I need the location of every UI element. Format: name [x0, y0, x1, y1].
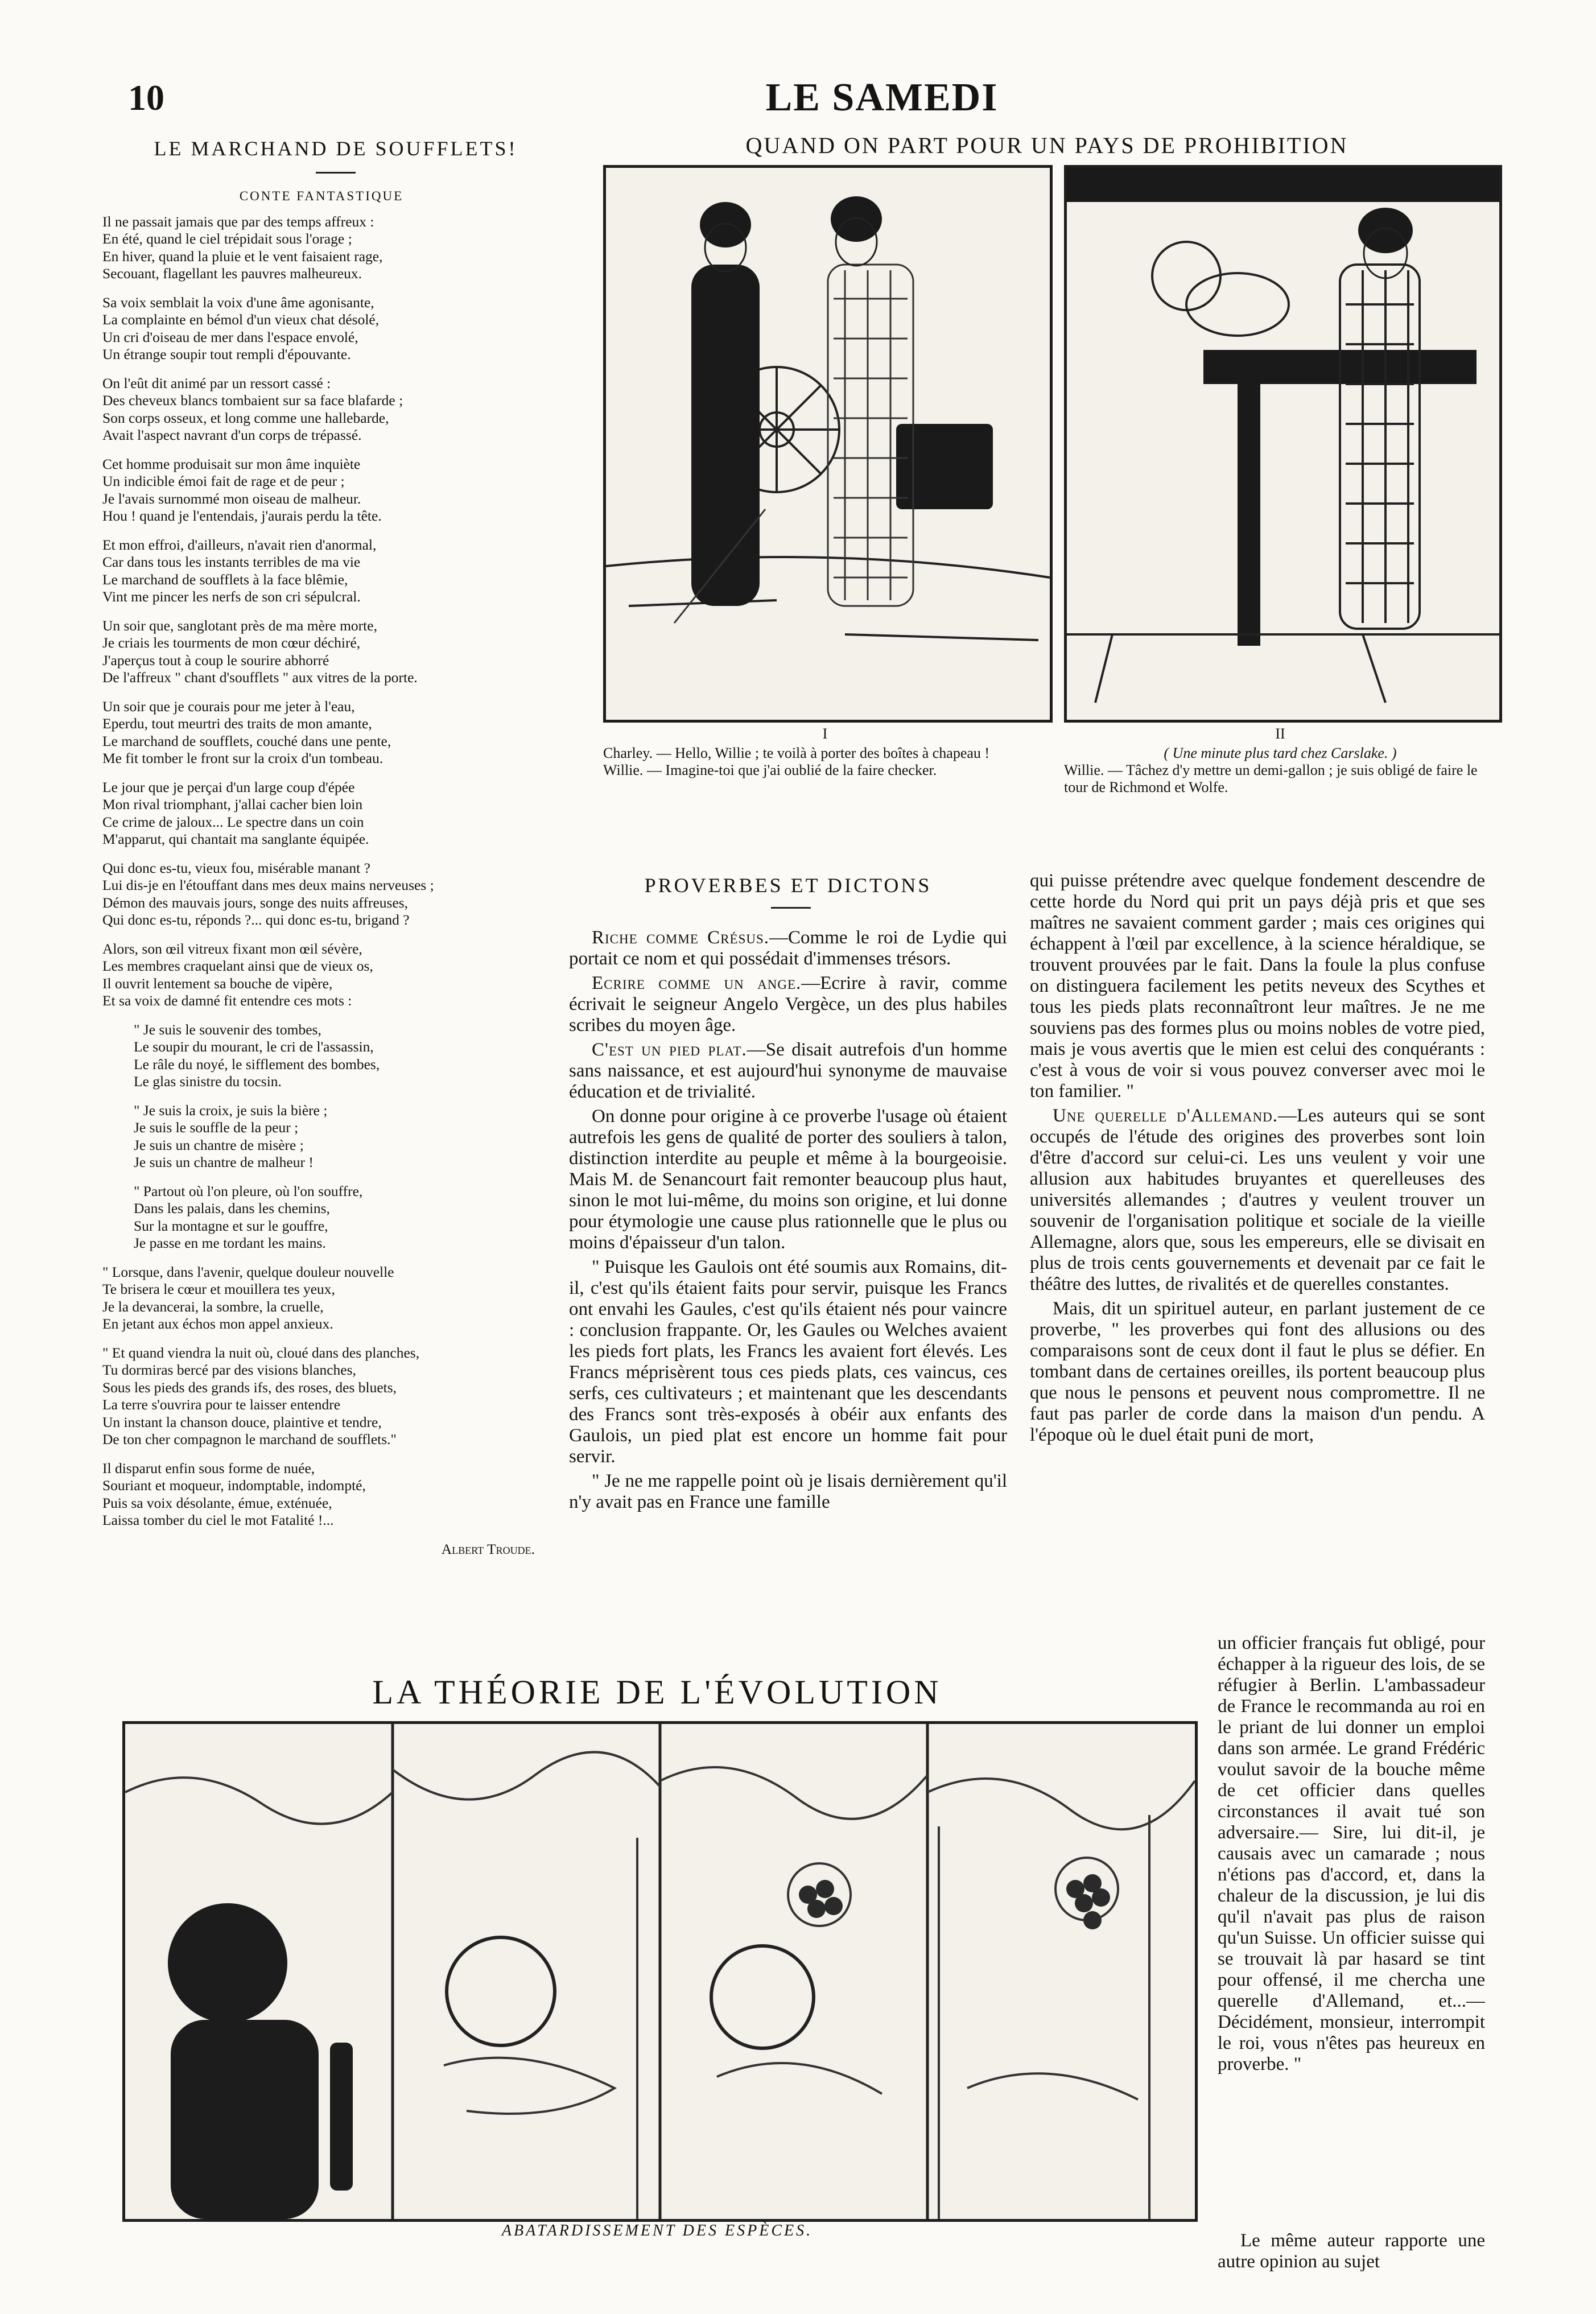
poem-stanza: Un soir que je courais pour me jeter à l'eau, Eperdu, tout meurtri des traits de mon amante, Le marchand de soufflets, couché dans une pente, Me fit tomber le front sur la croix d'un tombeau. — [102, 698, 391, 766]
proverbs-column-2-last — [1218, 2230, 1485, 2293]
panel1-number: I — [822, 725, 828, 742]
poem-stanza: On l'eût dit animé par un ressort cassé : Des cheveux blancs tombaient sur sa face blafarde ; Son corps osseux, et long comme une hallebarde, Avait l'aspect navrant d'un corps de trépassé. — [102, 374, 403, 443]
proverb-paragraph — [1030, 871, 1485, 1102]
proverb-paragraph — [569, 1040, 1007, 1103]
proverb-text: —Se disait autrefois d'un homme sans naissance, et est aujourd'hui synonyme de mauvaise éducation et de trivialité. — [569, 1040, 1007, 1102]
proverbs-column-2 — [1030, 871, 1485, 1633]
proverbs-last-paragraph: Le même auteur rapporte une autre opinion au sujet — [1218, 2230, 1485, 2272]
proverb-text: " Je ne me rappelle point où je lisais dernièrement qu'il n'y avait pas en France une famille — [569, 1471, 1007, 1512]
proverb-text: —Comme le roi de Lydie qui portait ce nom et qui possédait d'immenses trésors. — [569, 927, 1007, 969]
cartoon-top-caption-2 — [1064, 725, 1496, 796]
proverb-paragraph — [1030, 1298, 1485, 1446]
cartoon-bottom-title: LA THÉORIE DE L'ÉVOLUTION — [372, 1673, 942, 1711]
proverb-heading: Une querelle d'Allemand. — [1053, 1106, 1279, 1126]
proverb-heading: Ecrire comme un ange. — [592, 973, 802, 993]
proverbs-anecdote: un officier français fut obligé, pour échapper à la rigueur des lois, de se réfugier à Berlin. L'ambassadeur de France le recommanda au roi en le priant de lui donner un emploi dans son armée. Le grand Frédéric voulut savoir de la bouche même de cet officier dans quelles circonstances il avait tué son adversaire.— Sire, lui dit-il, je causais avec un camarade ; nous n'étions pas d'accord, et, dans la chaleur de la discussion, je lui dis qu'il n'avait pas plus de raison qu'un Suisse. Un officier suisse qui se trouvait là par hasard se tint pour offensé, il me chercha une querelle d'Allemand, et...— Décidément, monsieur, interrompit le roi, vous n'êtes pas heureux en proverbe. " — [1218, 1633, 1485, 2074]
poem-stanza: Sa voix semblait la voix d'une âme agonisante, La complainte en bémol d'un vieux chat désolé, Un cri d'oiseau de mer dans l'espace envolé, Un étrange soupir tout rempli d'épouvante. — [102, 294, 380, 362]
poem-stanza: Un soir que, sanglotant près de ma mère morte, Je criais les tourments de mon cœur déchiré, J'aperçus tout à coup le sourire abhorré De l'affreux " chant d'soufflets " aux vitres de la porte. — [102, 617, 418, 686]
panel1-caption: Charley. — Hello, Willie ; te voilà à porter des boîtes à chapeau ! Willie. — Imagine-toi que j'ai oublié de la faire checker. — [603, 745, 990, 778]
proverb-paragraph — [569, 927, 1007, 970]
proverbs-title: PROVERBES ET DICTONS — [644, 874, 932, 897]
poem-subtitle: CONTE FANTASTIQUE — [239, 189, 404, 203]
proverb-text: —Ecrire à ravir, comme écrivait le seigneur Angelo Vergèce, un des plus habiles scribes du moyen âge. — [569, 973, 1007, 1036]
panel2-number: II — [1275, 725, 1285, 742]
proverb-text: qui puisse prétendre avec quelque fondement descendre de cette horde du Nord qui prit un pays déjà pris et que ses maîtres ne savaient comment garder ; mais ces origines qui échappent à l'œil par excellence, à la science héraldique, se trouvent prouvées par le fait. Dans la foule la plus confuse on distinguera facilement les petits neveux des Scythes et tous les pieds plats reconnaîtront leur maîtres. Je ne me souviens pas des formes plus ou moins nobles de votre pied, mais je vous avertis que le mien est celui des conquérants : c'est à vous de voir si vous pouvez converser avec moi le ton familier. " — [1030, 871, 1485, 1102]
proverb-paragraph — [569, 1257, 1007, 1467]
cartoon-bottom-illustration — [125, 1724, 1195, 2219]
poem-stanza: Qui donc es-tu, vieux fou, misérable manant ? Lui dis-je en l'étouffant dans mes deux mains nerveuses ; Démon des mauvais jours, songe des nuits affreuses, Qui donc es-tu, réponds ?... qui donc es-tu, brigand ? — [102, 859, 434, 928]
cartoon-top-panel-1 — [603, 165, 1053, 723]
poem-body — [102, 188, 541, 1627]
masthead: LE SAMEDI — [765, 76, 999, 119]
poem-stanza: Il ne passait jamais que par des temps affreux : En été, quand le ciel trépidait sous l'orage ; En hiver, quand la pluie et le vent faisaient rage, Secouant, flagellant les pauvres malheureux. — [102, 213, 383, 282]
proverb-paragraph — [1030, 1106, 1485, 1295]
poem-stanza: " Et quand viendra la nuit où, cloué dans des planches, Tu dormiras bercé par des visions blanches, Sous les pieds des grands ifs, des roses, des bluets, La terre s'ouvrira pour te laisser entendre Un instant la chanson douce, plaintive et tendre, De ton cher compagnon le marchand de soufflets." — [102, 1344, 420, 1447]
panel2-caption: Willie. — Tâchez d'y mettre un demi-gallon ; je suis obligé de faire le tour de Richmond et Wolfe. — [1064, 762, 1478, 795]
proverb-heading: Riche comme Crésus. — [592, 927, 770, 948]
proverb-paragraph — [569, 973, 1007, 1036]
cartoon-top-caption-1 — [603, 725, 1047, 779]
poem-stanzas — [102, 213, 541, 1529]
proverb-text: Mais, dit un spirituel auteur, en parlant justement de ce proverbe, " les proverbes qui font des allusions ou des comparaisons sont de ceux dont il faut le plus se défier. En tombant dans de certaines oreilles, ils portent beaucoup plus que nous le pensons et peuvent nous compromettre. Il ne faut pas parler de corde dans la maison d'un pendu. A l'époque où le duel était puni de mort, — [1030, 1298, 1485, 1445]
proverbs-column-2-narrow — [1218, 1633, 1485, 2230]
cartoon-top-panel-1-illustration — [606, 168, 1050, 720]
cartoon-bottom-strip — [122, 1721, 1198, 2222]
proverb-paragraph — [569, 1471, 1007, 1513]
cartoon-top-panel-2-illustration — [1067, 168, 1499, 720]
poem-title-rule — [316, 172, 356, 174]
poem-stanza: " Lorsque, dans l'avenir, quelque douleur nouvelle Te brisera le cœur et mouillera tes yeux, Je la devancerai, la sombre, la cruelle, En jetant aux échos mon appel anxieux. — [102, 1263, 394, 1332]
poem-stanza: Alors, son œil vitreux fixant mon œil sévère, Les membres craquelant ainsi que de vieux os, Il ouvrit lentement sa bouche de vipère, Et sa voix de damné fit entendre ces mots : — [102, 940, 373, 1009]
poem-stanza: " Je suis le souvenir des tombes, Le soupir du mourant, le cri de l'assassin, Le râle du noyé, le sifflement des bombes, Le glas sinistre du tocsin. — [134, 1021, 380, 1090]
poem-stanza: " Partout où l'on pleure, où l'on souffre, Dans les palais, dans les chemins, Sur la montagne et sur le gouffre, Je passe en me tordant les mains. — [134, 1182, 363, 1251]
poem-stanza: " Je suis la croix, je suis la bière ; Je suis le souffle de la peur ; Je suis un chantre de misère ; Je suis un chantre de malheur ! — [134, 1102, 328, 1170]
page-number: 10 — [128, 77, 164, 118]
proverbs-column-1 — [569, 927, 1007, 1639]
cartoon-bottom-caption: ABATARDISSEMENT DES ESPÈCES. — [501, 2222, 813, 2239]
poem-stanza: Et mon effroi, d'ailleurs, n'avait rien d'anormal, Car dans tous les instants terribles de ma vie Le marchand de soufflets à la face blêmie, Vint me pincer les nerfs de son cri sépulcral. — [102, 536, 377, 605]
proverb-text: " Puisque les Gaulois ont été soumis aux Romains, dit-il, c'est qu'ils étaient faits pour servir, puisque les Francs ont envahi les Gaules, c'est qu'ils étaient nés pour vaincre : conclusion frappante. Or, les Gaules ou Welches avaient les pieds fort plats, les Francs les avaient fort élevés. Les Francs méprisèrent tous ces pieds plats, ces vaincus, ces serfs, ces cultivateurs ; et maintenant que les descendants des Francs sont très-exposés à obéir aux enfants des Gaulois, un pied plat est encore un homme fait pour servir. — [569, 1257, 1007, 1467]
proverb-text: On donne pour origine à ce proverbe l'usage où étaient autrefois les gens de qualité de porter des souliers à talon, distinction interdite au peuple et même à la bourgeoisie. Mais M. de Senancourt fait remonter beaucoup plus haut, sinon le mot lui-même, du moins son origine, et lui donne pour étymologie une cause plus rationnelle que le plus ou moins d'épaisseur d'un talon. — [569, 1106, 1007, 1253]
panel2-stage-direction: ( Une minute plus tard chez Carslake. ) — [1164, 745, 1397, 761]
poem-title: LE MARCHAND DE SOUFFLETS! — [154, 137, 518, 160]
poem-stanza: Il disparut enfin sous forme de nuée, Souriant et moqueur, indomptable, indompté, Puis sa voix désolante, émue, exténuée, Laissa tomber du ciel le mot Fatalité !... — [102, 1459, 366, 1528]
proverb-heading: C'est un pied plat. — [592, 1040, 747, 1060]
proverb-text: —Les auteurs qui se sont occupés de l'étude des origines des proverbes sont loin d'être d'accord sur celui-ci. Les uns veulent y voir une allusion aux habitudes bruyantes et querelleuses des universités allemandes ; d'autres y veulent trouver un souvenir de l'organisation politique et sociale de la vieille Allemagne, alors que, sous les empereurs, elle se divisait en plus de trois cents gouvernements et devenait par ce fait le théâtre des luttes, de rivalités et de querelles constantes. — [1030, 1106, 1485, 1294]
poem-signature: Albert Troude. — [441, 1540, 535, 1557]
cartoon-top-panel-2 — [1064, 165, 1502, 723]
proverbs-title-rule — [771, 907, 811, 909]
poem-stanza: Cet homme produisait sur mon âme inquiète Un indicible émoi fait de rage et de peur ; Je l'avais surnommé mon oiseau de malheur. Hou ! quand je l'entendais, j'aurais perdu la tête. — [102, 455, 382, 524]
poem-stanza: Le jour que je perçai d'un large coup d'épée Mon rival triomphant, j'allai cacher bien loin Ce crime de jaloux... Le spectre dans un coin M'apparut, qui chantait ma sanglante équipée. — [102, 778, 369, 847]
proverb-paragraph — [569, 1106, 1007, 1253]
cartoon-top-title: QUAND ON PART POUR UN PAYS DE PROHIBITION — [745, 133, 1348, 158]
